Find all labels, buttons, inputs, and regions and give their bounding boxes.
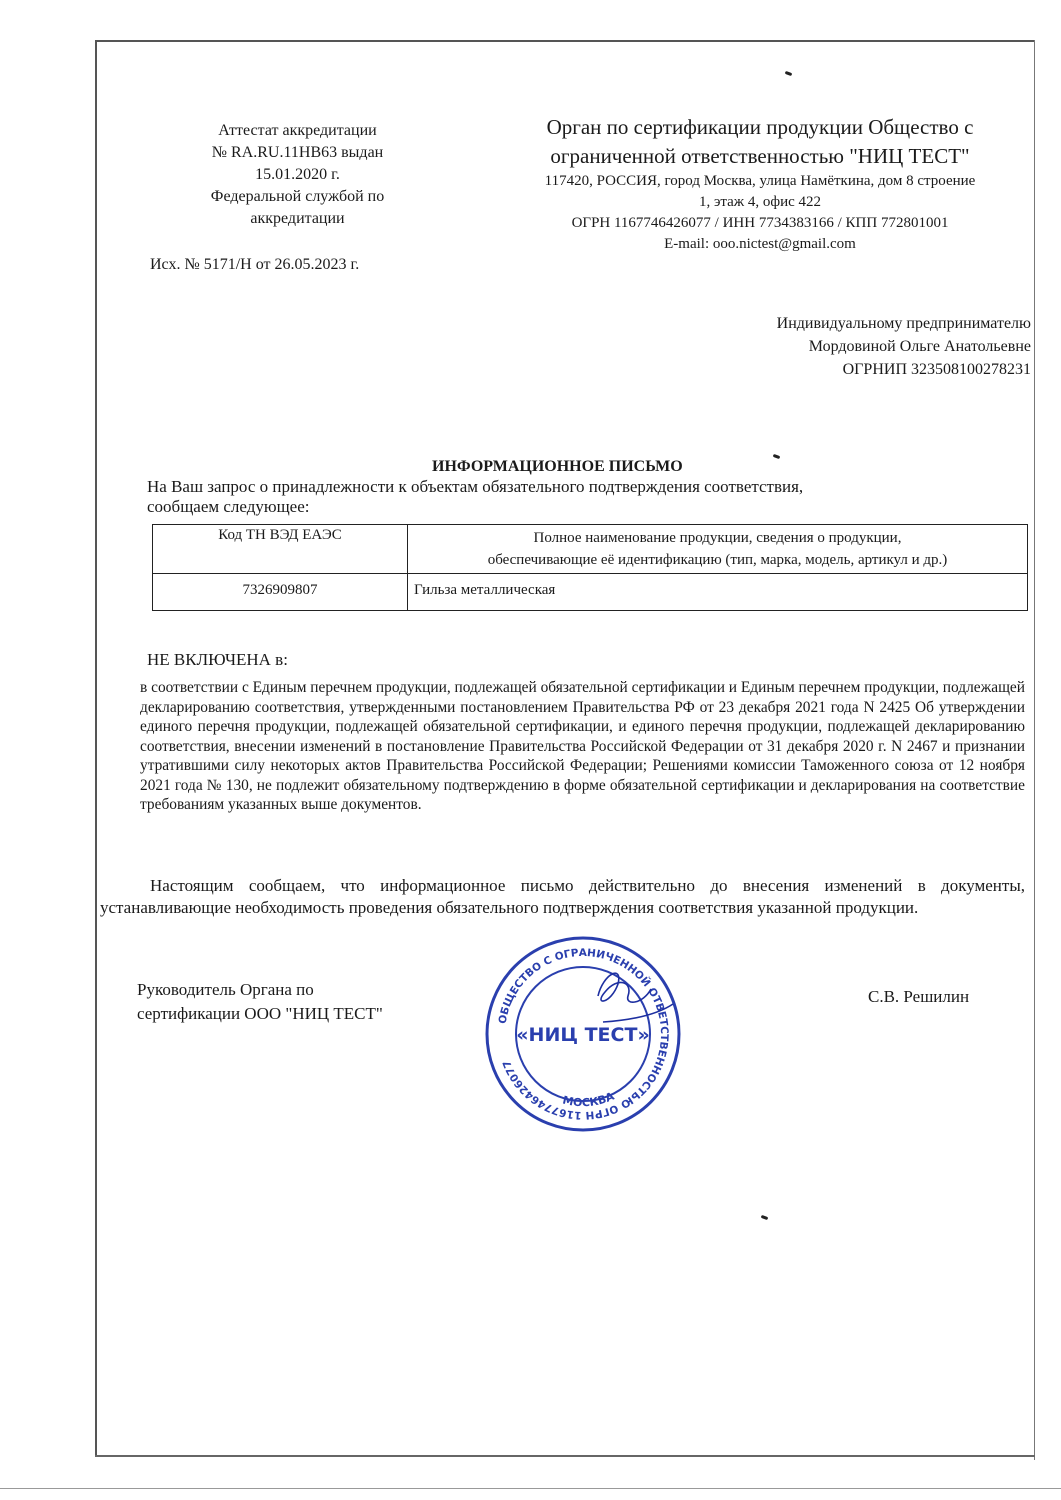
accreditation-block	[170, 120, 425, 230]
accreditation-line: 15.01.2020 г.	[255, 166, 340, 183]
table-row	[153, 574, 1028, 611]
page-border-bottom	[95, 1455, 1035, 1457]
intro-line: На Ваш запрос о принадлежности к объектам обязательного подтверждения соответствия,	[147, 477, 804, 496]
product-table	[152, 524, 1028, 611]
scan-speck	[773, 454, 781, 459]
organization-address-line: 117420, РОССИЯ, город Москва, улица Намёткина, дом 8 строение	[544, 173, 976, 189]
letter-title: ИНФОРМАЦИОННОЕ ПИСЬМО	[432, 458, 683, 475]
page-border-top	[95, 40, 1035, 42]
recipient-line: Индивидуальному предпринимателю	[776, 315, 1031, 332]
recipient-block	[777, 312, 1031, 381]
organization-email: E-mail: ooo.nictest@gmail.com	[664, 236, 856, 252]
organization-name-line: ограниченной ответственностью "НИЦ ТЕСТ"	[550, 144, 970, 168]
organization-stamp-icon	[483, 934, 683, 1134]
accreditation-line: № RA.RU.11НВ63 выдан	[211, 144, 384, 161]
page-border-left	[95, 40, 97, 1455]
outgoing-reference: Исх. № 5171/Н от 26.05.2023 г.	[150, 256, 360, 273]
scan-speck	[785, 71, 793, 76]
table-header-code: Код ТН ВЭД ЕАЭС	[153, 525, 408, 574]
stamp-bottom-textpath: МОСКВА	[561, 1089, 617, 1110]
organization-address-line: 1, этаж 4, офис 422	[698, 194, 822, 210]
signatory-position-line: сертификации ООО "НИЦ ТЕСТ"	[137, 1004, 383, 1023]
intro-line: сообщаем следующее:	[147, 497, 310, 516]
table-cell-name: Гильза металлическая	[408, 574, 1028, 611]
organization-registration: ОГРН 1167746426077 / ИНН 7734383166 / КПП 772801001	[571, 215, 949, 231]
not-included-heading: НЕ ВКЛЮЧЕНА в:	[147, 650, 288, 669]
table-header-row	[153, 525, 1028, 574]
accreditation-line: аккредитации	[250, 210, 345, 227]
organization-name-line: Орган по сертификации продукции Общество с	[546, 115, 974, 139]
recipient-line: ОГРНИП 323508100278231	[842, 361, 1031, 378]
organization-header	[495, 113, 1025, 255]
signatory-position	[137, 978, 383, 1026]
stamp-ring-textpath: ОБЩЕСТВО С ОГРАНИЧЕННОЙ ОТВЕТСТВЕННОСТЬЮ ОГРН 1167746426077	[496, 946, 671, 1122]
body-paragraph: Настоящим сообщаем, что информационное письмо действительно до внесения изменений в документы, устанавливающие необходимость проведения обязательного подтверждения соответствия указанной продукции.	[100, 876, 1025, 917]
body-paragraph: в соответствии с Единым перечнем продукции, подлежащей обязательной сертификации и Единым перечнем продукции, подлежащей декларированию соответствия, утвержденными постановлением Правительства РФ от 23 декабря 2021 года N 2425 Об утверждении единого перечня продукции, подлежащей обязательной сертификации, и единого перечня продукции, подлежащей декларированию соответствия, внесении изменений в постановление Правительства Российской Федерации от 31 декабря 2020 г. N 2467 и признании утратившими силу некоторых актов Правительства Российской Федерации; Решениями комиссии Таможенного союза от 12 ноября 2021 года № 130, не подлежит обязательному подтверждению в форме обязательной сертификации и декларирования на соответствие требованиям указанных выше документов.	[140, 679, 1025, 813]
table-header-name-line: обеспечивающие её идентификацию (тип, марка, модель, артикул и др.)	[487, 552, 948, 568]
table-header-name	[408, 525, 1028, 574]
accreditation-line: Аттестат аккредитации	[218, 122, 377, 139]
scan-speck	[761, 1215, 769, 1220]
stamp-center-text: «НИЦ ТЕСТ»	[516, 1024, 650, 1046]
table-header-name-line: Полное наименование продукции, сведения о продукции,	[533, 530, 902, 546]
signatory-name: С.В. Решилин	[868, 987, 970, 1006]
page-border-right	[1034, 40, 1035, 1460]
scan-edge-line	[0, 1488, 1061, 1489]
letter-intro	[147, 477, 1007, 517]
table-cell-code: 7326909807	[153, 574, 408, 611]
accreditation-line: Федеральной службой по	[210, 188, 385, 205]
signatory-position-line: Руководитель Органа по	[137, 980, 314, 999]
recipient-line: Мордовиной Ольге Анатольевне	[808, 338, 1031, 355]
